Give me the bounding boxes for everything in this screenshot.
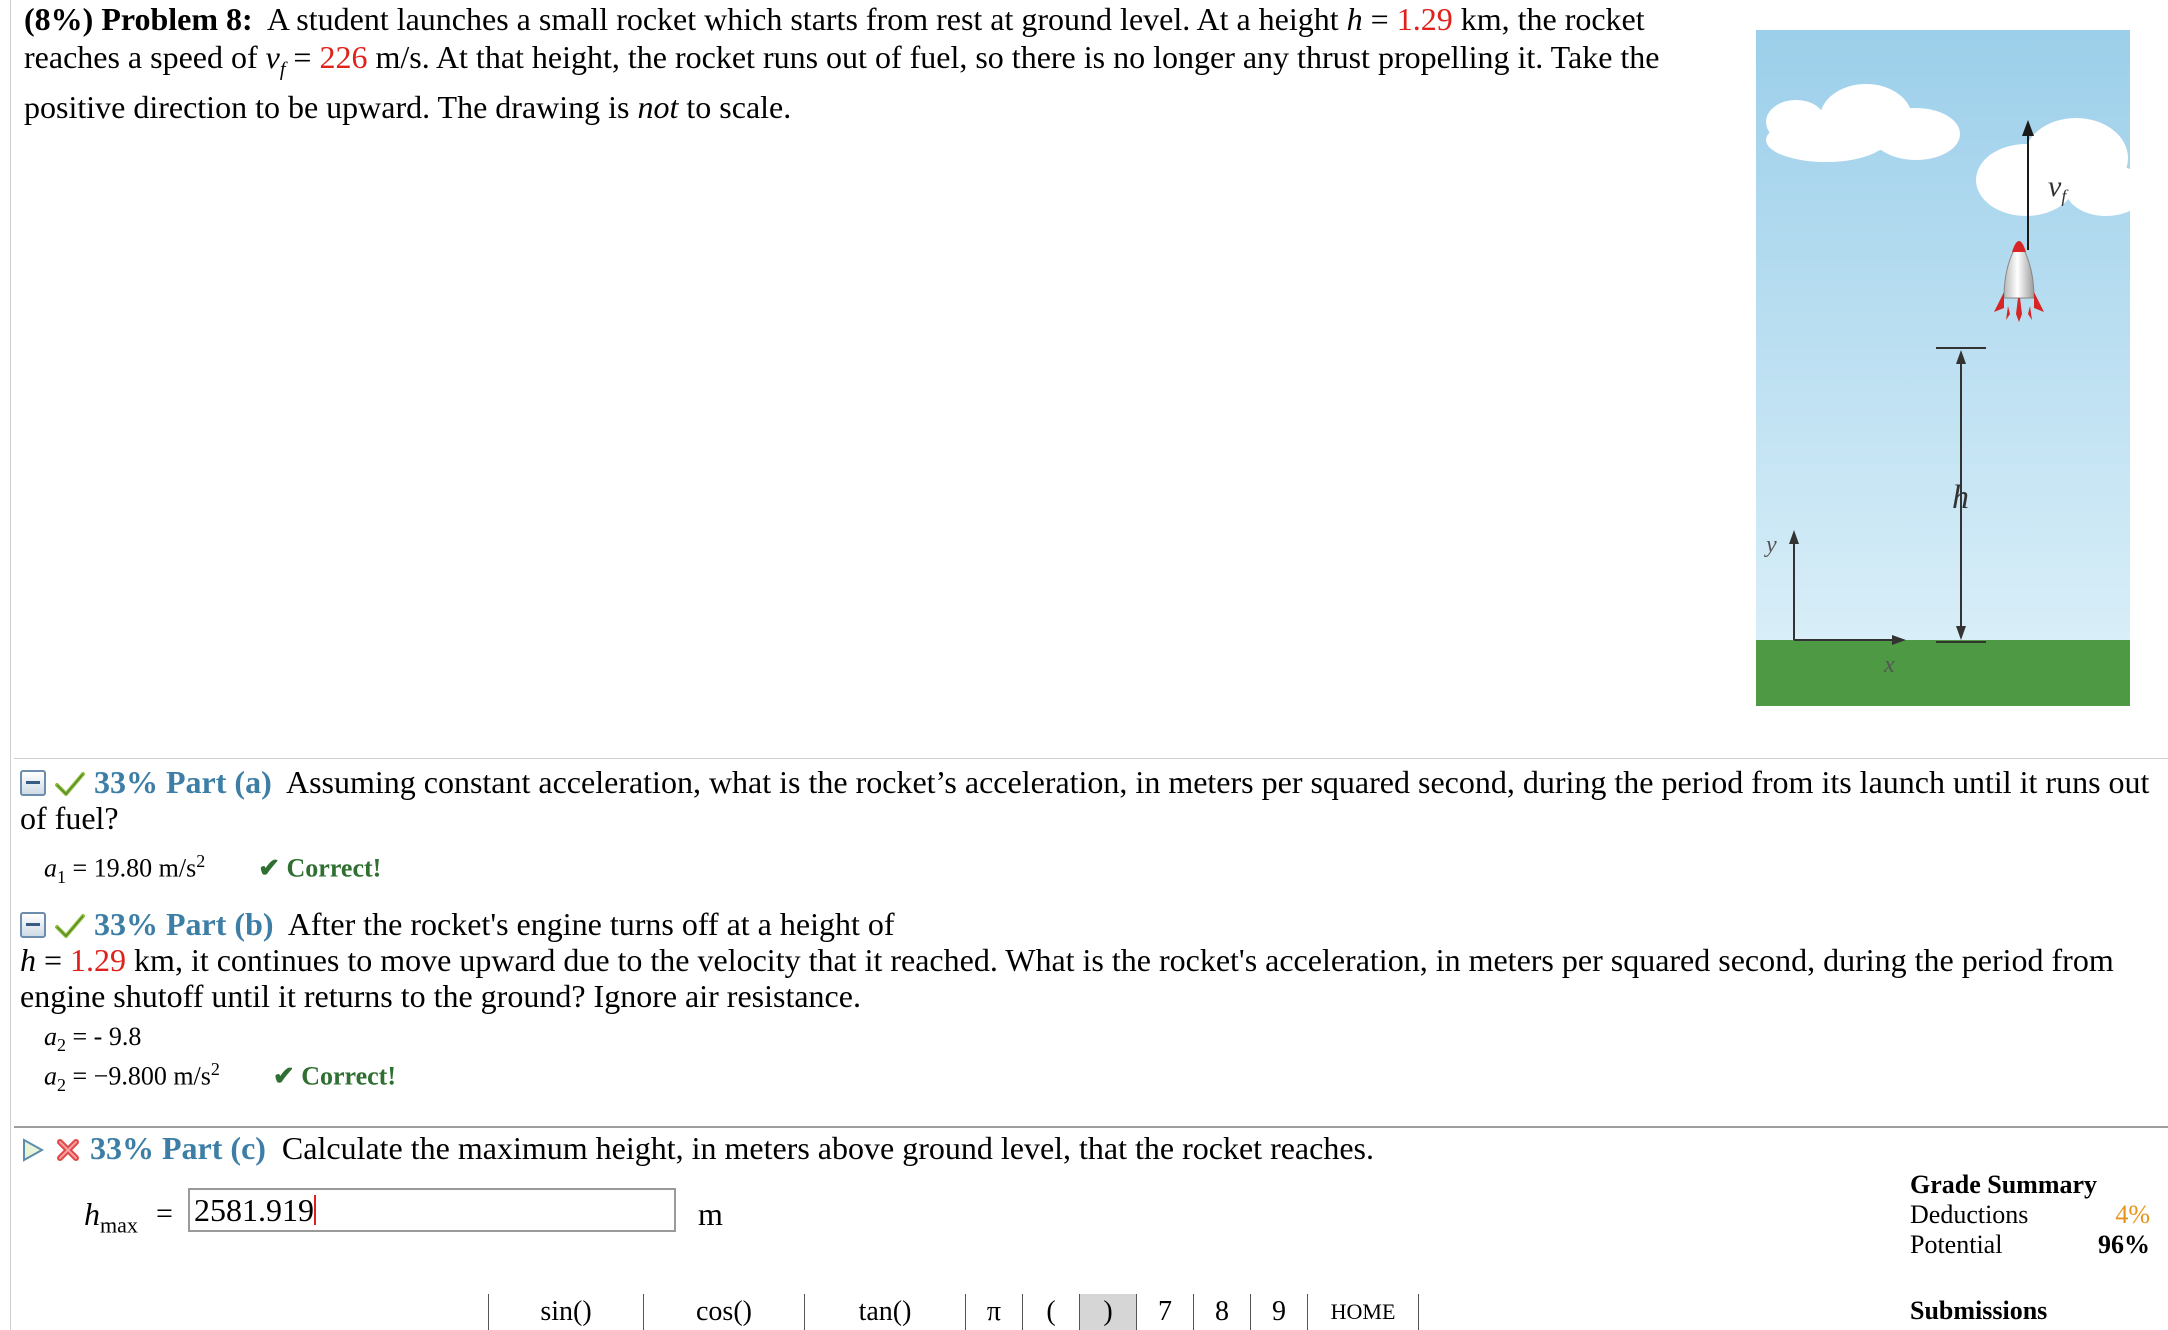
problem-text-6: to scale.	[678, 89, 792, 126]
part-c	[20, 1130, 2160, 1166]
problem-text-1: A student launches a small rocket which starts from rest at ground level. At a height	[266, 1, 1347, 37]
hmax-label	[84, 1196, 138, 1243]
potential-label: Potential	[1910, 1230, 2003, 1259]
key-open-paren[interactable]: (	[1022, 1294, 1080, 1330]
part-b-status: ✔ Correct!	[272, 1061, 396, 1091]
key-tan[interactable]: tan()	[804, 1294, 966, 1330]
problem-text-4: m/s. At that height, the rocket runs out of fuel, so there is no longer any thrust propelling it. Take the	[367, 39, 1660, 75]
rocket-figure	[1756, 30, 2130, 706]
a2-entered-symbol: a	[44, 1022, 57, 1051]
divider-1	[14, 758, 2168, 759]
vf-subscript: f	[279, 58, 286, 81]
deductions-value: 4%	[2115, 1200, 2150, 1229]
submissions-label: Submissions	[1910, 1296, 2048, 1325]
vf-symbol: v	[265, 39, 280, 75]
key-9[interactable]: 9	[1250, 1294, 1308, 1330]
check-icon	[54, 913, 86, 939]
ground	[1756, 640, 2130, 706]
part-b-h-value: 1.29	[70, 942, 127, 978]
part-b-question-3: engine shutoff until it returns to the ground? Ignore air resistance.	[20, 978, 861, 1014]
a1-exponent: 2	[196, 851, 206, 871]
part-c-question: Calculate the maximum height, in meters above ground level, that the rocket reaches.	[281, 1130, 1374, 1166]
hmax-input-value: 2581.919	[194, 1192, 314, 1228]
a1-value: = 19.80 m/s	[66, 853, 197, 883]
part-a	[20, 764, 2160, 836]
a2-subscript: 2	[57, 1074, 66, 1095]
a2-entered-value: = - 9.8	[66, 1022, 142, 1051]
key-home[interactable]: HOME	[1307, 1294, 1419, 1330]
key-pi[interactable]: π	[965, 1294, 1023, 1330]
part-a-question-2: of fuel?	[20, 800, 119, 836]
h-value: 1.29	[1396, 1, 1453, 37]
grade-summary	[1910, 1170, 2150, 1326]
part-b-question-2: km, it continues to move upward due to the velocity that it reached. What is the rocket's acceleration, in meters per squared second, during the period from	[126, 942, 2114, 978]
part-c-title: Part (c)	[162, 1130, 266, 1166]
text-caret	[314, 1195, 316, 1225]
part-b-h-symbol: h	[20, 942, 36, 978]
part-b-question-1: After the rocket's engine turns off at a height of	[287, 906, 895, 942]
correct-check-icon: ✔	[258, 853, 281, 883]
rocket-diagram	[1756, 30, 2130, 706]
problem-text-5: positive direction to be upward. The drawing is	[24, 89, 638, 126]
a2-entered-subscript: 2	[57, 1035, 66, 1056]
h-label: h	[1952, 479, 1969, 516]
correct-check-icon: ✔	[272, 1061, 295, 1091]
x-mark-icon	[54, 1136, 82, 1164]
vf-value: 226	[319, 39, 368, 75]
deductions-label: Deductions	[1910, 1200, 2029, 1229]
hmax-equals: =	[156, 1197, 173, 1230]
hmax-subscript: max	[100, 1212, 138, 1238]
problem-text-2: km, the rocket	[1452, 1, 1645, 37]
y-label: y	[1766, 532, 1777, 558]
part-a-status: ✔ Correct!	[258, 853, 382, 883]
h-equals: =	[1362, 1, 1397, 37]
calculator-keypad	[0, 1294, 2168, 1330]
key-8[interactable]: 8	[1193, 1294, 1251, 1330]
key-7[interactable]: 7	[1136, 1294, 1194, 1330]
play-arrow-icon[interactable]	[20, 1137, 46, 1163]
problem-text-3: reaches a speed of	[24, 39, 266, 75]
x-label: x	[1884, 652, 1895, 678]
problem-label: Problem 8:	[101, 1, 253, 37]
hmax-symbol: h	[84, 1196, 100, 1232]
check-icon	[54, 771, 86, 797]
part-c-percent: 33%	[90, 1130, 154, 1166]
part-b-h-equals: =	[36, 942, 71, 978]
vf-label: $v_f$	[2048, 170, 2067, 206]
part-b-title: Part (b)	[166, 906, 274, 942]
part-a-title: Part (a)	[166, 764, 272, 800]
deductions-row	[1910, 1200, 2150, 1230]
left-border	[10, 0, 11, 1330]
part-b	[20, 906, 2160, 1014]
problem-line-1	[24, 0, 1714, 38]
part-b-answer	[44, 1054, 396, 1100]
divider-2	[14, 1126, 2168, 1128]
not-word: not	[637, 89, 679, 126]
key-cos[interactable]: cos()	[643, 1294, 805, 1330]
key-close-paren[interactable]: )	[1079, 1294, 1137, 1330]
problem-weight: (8%)	[24, 1, 94, 37]
part-a-question-1: Assuming constant acceleration, what is the rocket’s acceleration, in meters per squared second, during the period from its launch until it runs out	[285, 764, 2150, 800]
hmax-answer-input[interactable]	[188, 1188, 676, 1232]
a2-symbol: a	[44, 1061, 57, 1091]
a1-subscript: 1	[57, 866, 66, 887]
problem-line-3	[24, 88, 1714, 126]
problem-statement	[24, 0, 1714, 126]
part-b-percent: 33%	[94, 906, 158, 942]
grade-summary-title: Grade Summary	[1910, 1170, 2098, 1199]
a2-exponent: 2	[210, 1059, 220, 1079]
collapse-icon[interactable]	[20, 912, 46, 938]
problem-line-2: reaches a speed of $v_f = 226$ m/s. At that height, the rocket runs out of fuel, so there is no longer any thrust propelling it. Take the	[24, 39, 1660, 81]
potential-row	[1910, 1230, 2150, 1260]
hmax-unit: m	[698, 1196, 723, 1232]
part-a-percent: 33%	[94, 764, 158, 800]
part-a-answer	[44, 846, 381, 892]
potential-value: 96%	[2098, 1230, 2150, 1259]
h-symbol: h	[1346, 1, 1363, 37]
a1-symbol: a	[44, 853, 57, 883]
collapse-icon[interactable]	[20, 770, 46, 796]
key-sin[interactable]: sin()	[488, 1294, 644, 1330]
a2-value: = −9.800 m/s	[66, 1061, 211, 1091]
